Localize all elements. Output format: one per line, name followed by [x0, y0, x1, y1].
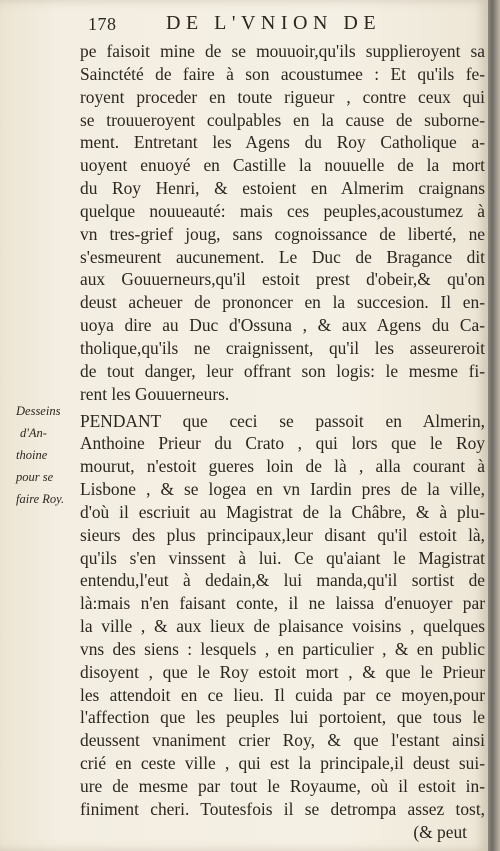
- text-line: crié en ceste ville , qui est la principale,il deust sui-: [80, 753, 485, 774]
- text-line: aux Gouuerneurs,qu'il estoit prest d'obeir,& qu'on: [80, 269, 485, 290]
- text-line: deussent vnaniment crier Roy, & que l'estant ainsi: [80, 730, 485, 751]
- text-line: disoyent , que le Roy estoit mort , & que le Prieur: [80, 661, 485, 682]
- text-line: ment. Entretant les Agens du Roy Catholique a-: [80, 132, 485, 153]
- text-line: rent les Gouuerneurs.: [80, 383, 230, 404]
- text-line: pe faisoit mine de se mouuoir,qu'ils supplieroyent sa: [80, 41, 485, 61]
- text-line: uoya dire au Duc d'Ossuna , & aux Agens du Ca-: [80, 315, 485, 336]
- margin-note-line: pour se: [16, 470, 54, 484]
- text-line: vns des siens : lesquels , en particulier , & en public: [80, 638, 485, 659]
- page-edge: [488, 0, 500, 851]
- text-line: là:mais n'en faisant conte, il ne laissa d'enuoyer par: [80, 593, 485, 614]
- margin-note-line: Desseins: [16, 404, 61, 418]
- text-line: du Roy Henri, & estoient en Almerim craignans: [80, 178, 485, 199]
- text-line: Sainctété de faire à son acoustumee : Et qu'ils fe-: [80, 63, 485, 84]
- page-number: 178: [88, 14, 117, 34]
- text-line: deust acheuer de prononcer en la succesion. Il en-: [80, 292, 485, 313]
- catchword: (& peut: [413, 821, 467, 842]
- text-line: tholique,qu'ils ne craignissent, qu'il les asseureroit: [80, 337, 485, 358]
- text-line: uoyent enuoyé en Castille la nouuelle de la mort: [80, 155, 485, 176]
- text-line: ure de mesme par tout le Royaume, où il estoit in-: [80, 776, 485, 796]
- text-line: s'esmeurent aucunement. Le Duc de Bragance dit: [80, 246, 485, 267]
- text-line: les attendoit en ce lieu. Il cuida par ce moyen,pour: [80, 684, 485, 705]
- text-line: Lisbone , & se logea en vn Iardin pres de la ville,: [80, 479, 485, 500]
- text-line: vn tres-grief joug, sans cognoissance de liberté, ne: [80, 223, 485, 244]
- text-line: royent proceder en toute rigueur , contre ceux qui: [80, 86, 485, 107]
- text-line: de tout danger, leur offrant son logis: le mesme fi-: [80, 360, 485, 381]
- margin-note-line: d'An-: [20, 426, 47, 440]
- margin-note-line: thoine: [16, 448, 48, 462]
- text-line: l'affection que les peuples lui portoient, que tous le: [80, 707, 485, 728]
- text-line: Anthoine Prieur du Crato , qui lors que le Roy: [80, 433, 485, 454]
- text-line: sieurs des plus principaux,leur disant qu'il estoit là,: [80, 524, 485, 545]
- text-line: qu'ils s'en vinssent à lui. Ce qu'aiant le Magistrat: [80, 547, 485, 568]
- text-line: entendu,l'eut à dedain,& lui manda,qu'il sortist de: [80, 570, 485, 591]
- margin-note-line: faire Roy.: [16, 492, 65, 506]
- text-line: mourut, n'estoit gueres loin de là , alla courant à: [80, 456, 485, 477]
- text-line: PENDANT que ceci se passoit en Almerin,: [80, 410, 485, 431]
- text-line: finiment cheri. Toutesfois il se detrompa assez tost,: [80, 798, 485, 819]
- page-header: [62, 12, 482, 40]
- text-line: se trouueroyent coulpables en la cause de suborne-: [80, 109, 485, 130]
- text-line: quelque nouueauté: mais ces peuples,acoustumez à: [80, 200, 485, 221]
- text-line: la ville , & aux lieux de plaisance voisins , quelques: [80, 616, 485, 637]
- text-line: d'où il escriuit au Magistrat de la Châbre, & à plu-: [80, 501, 485, 522]
- body-text: [80, 40, 485, 844]
- running-title: DE L'VNION DE: [166, 12, 382, 34]
- margin-note: [16, 400, 82, 510]
